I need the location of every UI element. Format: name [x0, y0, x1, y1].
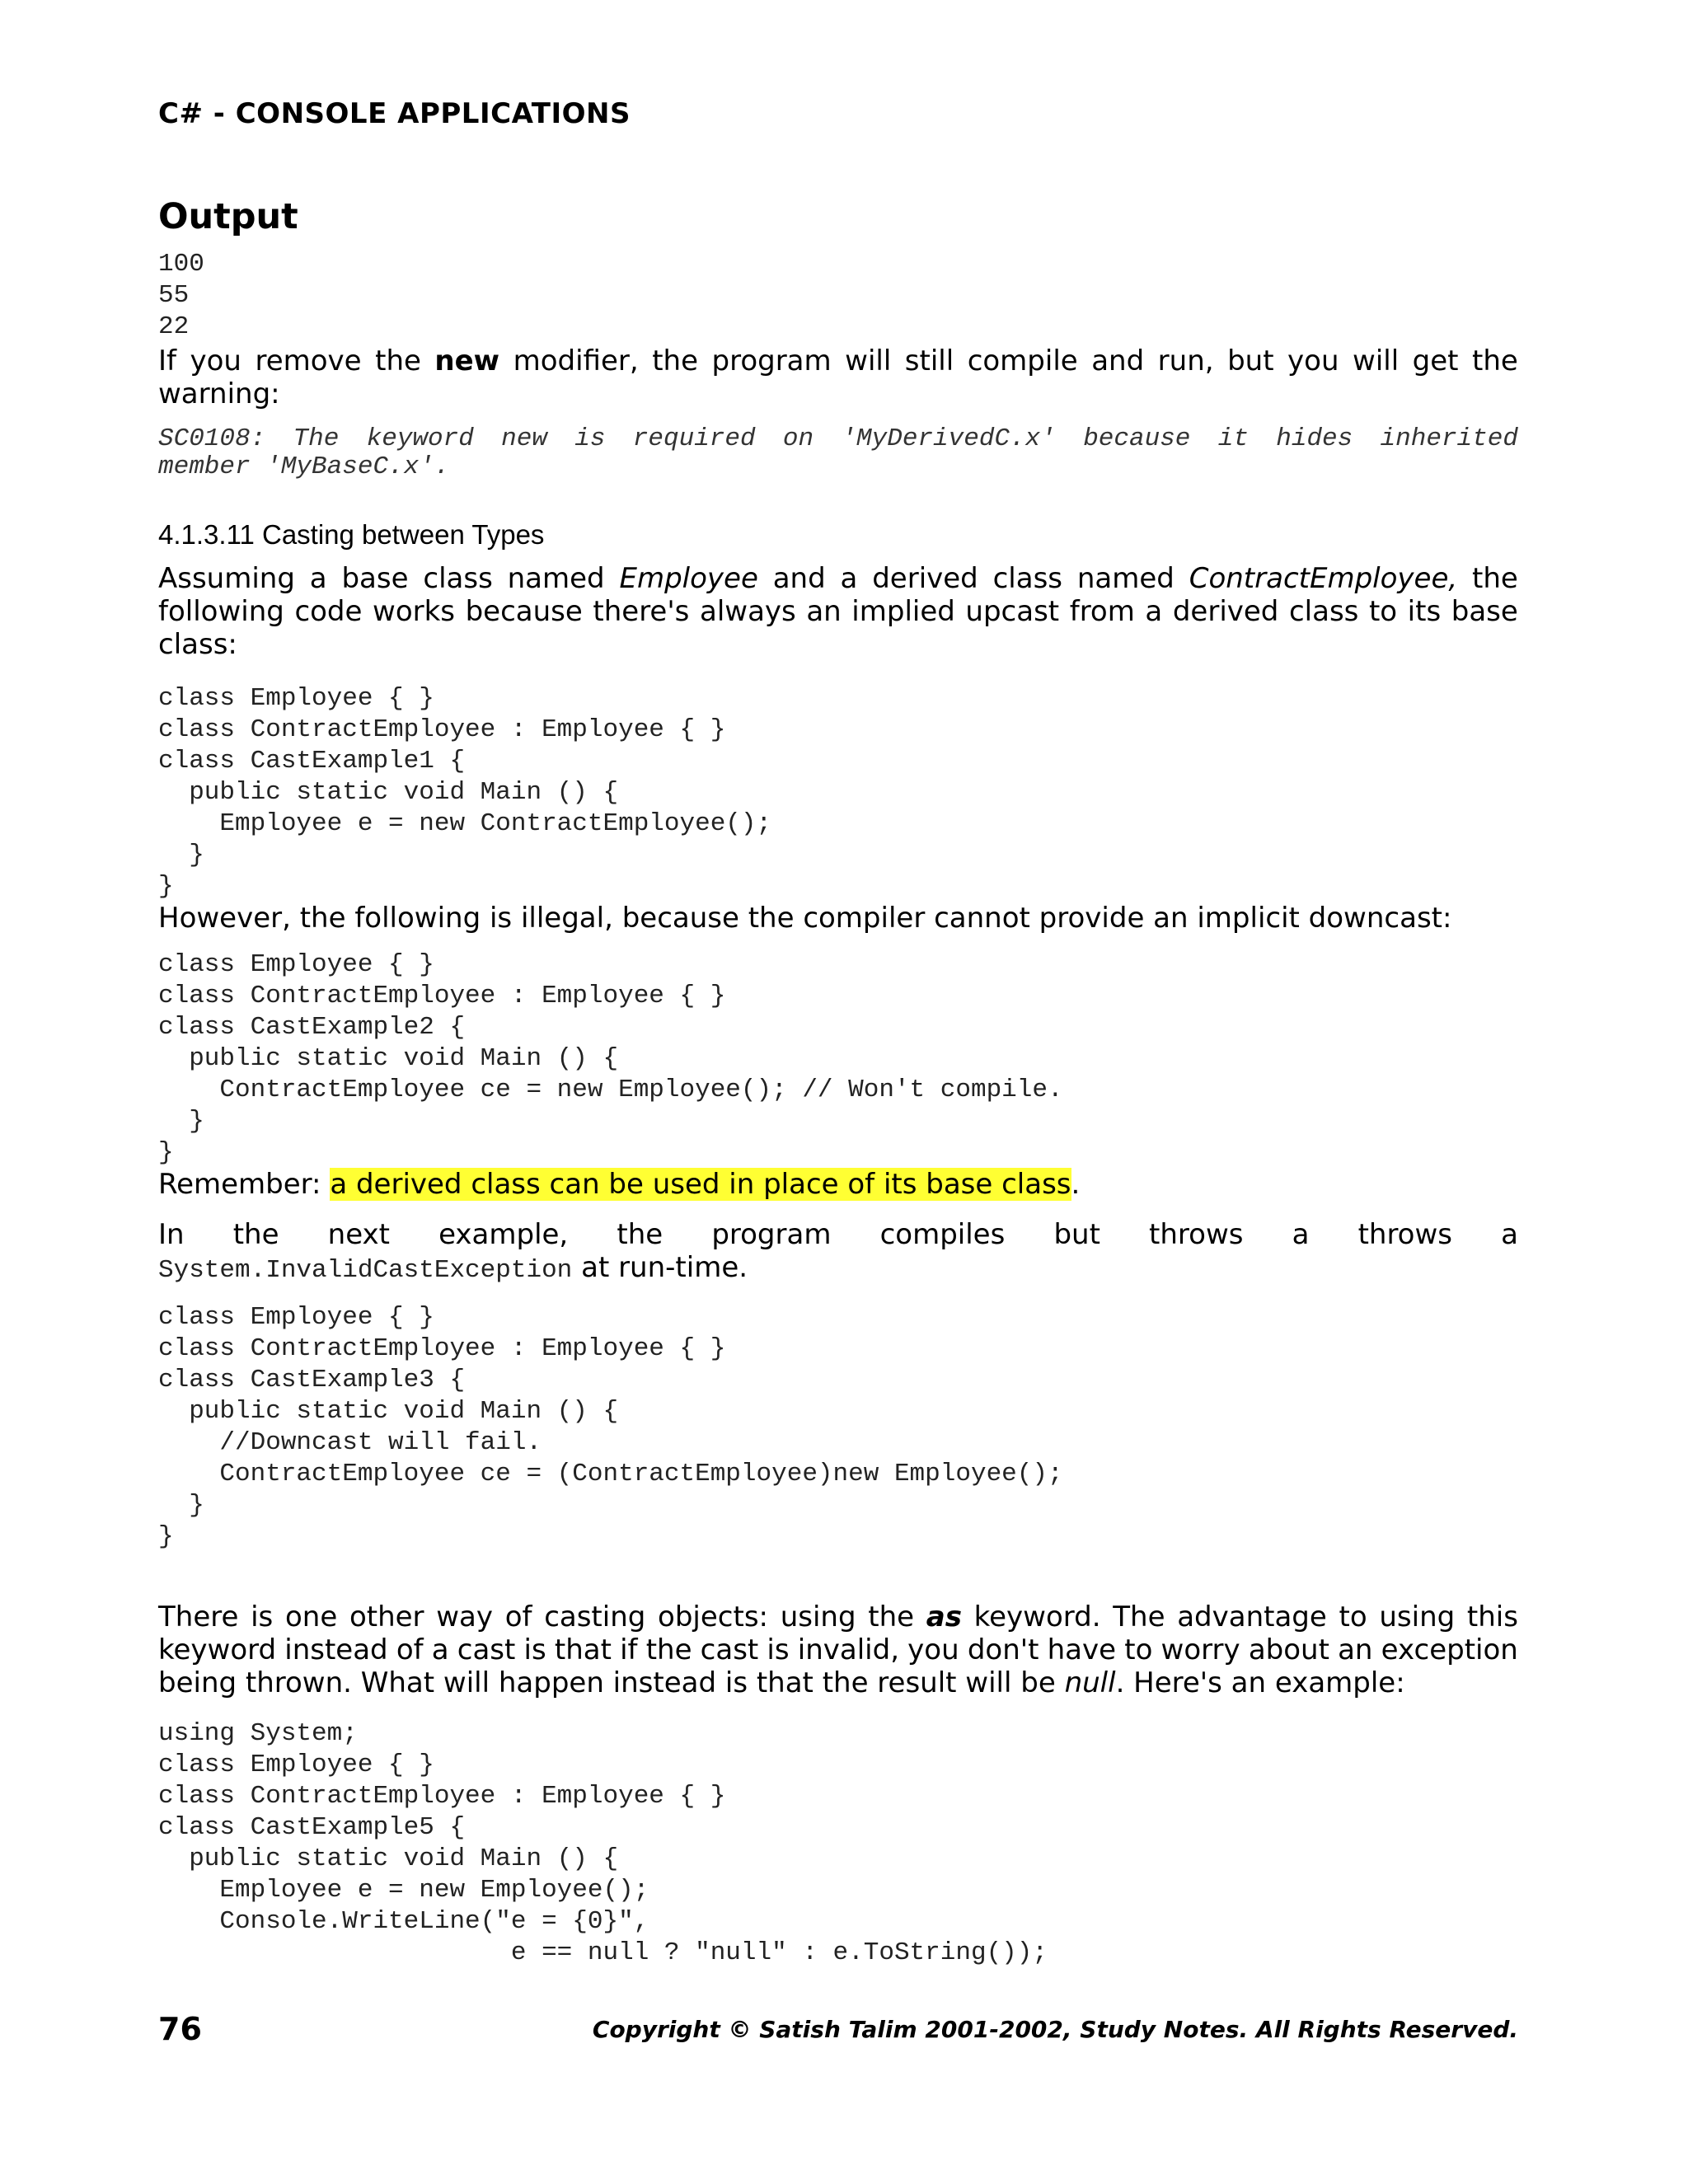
warning-line: SC0108: The keyword new is required on 'MyDerivedC.x' because it hides inherited	[158, 424, 1518, 453]
keyword-new: new	[434, 344, 500, 377]
paragraph-line: However, the following is illegal, because the compiler cannot provide an implicit downcast:	[158, 902, 1452, 935]
code-block-cast-example3	[158, 1302, 1518, 1553]
code-line: class Employee { }	[158, 1750, 434, 1779]
code-line: class ContractEmployee : Employee { }	[158, 1334, 726, 1363]
code-line: }	[158, 1491, 204, 1520]
paragraph-line: keyword instead of a cast is that if the cast is invalid, you don't have to worry about an exception	[158, 1633, 1518, 1666]
compiler-warning	[158, 425, 1518, 481]
code-line: class Employee { }	[158, 950, 434, 979]
paragraph-line: If you remove the new modifier, the program will still compile and run, but you will get the	[158, 344, 1518, 377]
keyword-as: as	[926, 1601, 962, 1633]
code-line: class Employee { }	[158, 684, 434, 713]
highlighted-text: a derived class can be used in place of its base class	[330, 1168, 1071, 1201]
paragraph-next-example	[158, 1218, 1518, 1284]
paragraph-however	[158, 902, 1518, 935]
code-line: ContractEmployee ce = (ContractEmployee)new Employee();	[158, 1460, 1063, 1488]
paragraph-line: class:	[158, 628, 237, 661]
term-employee: Employee	[619, 562, 758, 595]
page-header: C# - CONSOLE APPLICATIONS	[158, 97, 631, 130]
paragraph-as-keyword	[158, 1601, 1518, 1699]
code-line: Employee e = new ContractEmployee();	[158, 809, 772, 838]
code-line: }	[158, 1522, 174, 1551]
output-line: 55	[158, 281, 190, 310]
code-line: }	[158, 841, 204, 869]
output-values	[158, 249, 1518, 343]
code-line: //Downcast will fail.	[158, 1428, 542, 1457]
inline-code-exception: System.InvalidCastException	[158, 1256, 573, 1285]
remember-note	[158, 1168, 1518, 1201]
code-block-cast-example2	[158, 949, 1518, 1169]
paragraph-assuming	[158, 562, 1518, 661]
paragraph-line: Assuming a base class named Employee and a derived class named ContractEmployee, the	[158, 562, 1518, 595]
paragraph-line: being thrown. What will happen instead is that the result will be null. Here's an example:	[158, 1666, 1405, 1699]
output-line: 22	[158, 312, 190, 341]
code-line: public static void Main () {	[158, 1044, 619, 1073]
paragraph-new-modifier	[158, 344, 1518, 410]
page-number: 76	[158, 2011, 202, 2047]
code-line: class CastExample2 {	[158, 1013, 466, 1042]
code-line: public static void Main () {	[158, 778, 619, 807]
code-line: class CastExample1 {	[158, 747, 466, 776]
copyright-notice: Copyright © Satish Talim 2001-2002, Study Notes. All Rights Reserved.	[592, 2016, 1518, 2043]
code-line: }	[158, 1107, 204, 1136]
code-line: }	[158, 872, 174, 901]
code-line: class Employee { }	[158, 1303, 434, 1332]
paragraph-line: warning:	[158, 377, 280, 410]
code-line: class CastExample3 {	[158, 1366, 466, 1394]
code-block-cast-example5	[158, 1718, 1518, 1969]
code-line: class ContractEmployee : Employee { }	[158, 982, 726, 1010]
output-heading: Output	[158, 196, 298, 237]
code-line: public static void Main () {	[158, 1397, 619, 1426]
code-line: Console.WriteLine("e = {0}",	[158, 1907, 649, 1936]
section-title: 4.1.3.11 Casting between Types	[158, 519, 545, 550]
term-contract-employee: ContractEmployee,	[1189, 562, 1458, 595]
paragraph-line: Remember: a derived class can be used in place of its base class.	[158, 1168, 1081, 1201]
code-line: class CastExample5 {	[158, 1813, 466, 1842]
paragraph-line: following code works because there's always an implied upcast from a derived class to its base	[158, 595, 1518, 628]
paragraph-line: There is one other way of casting objects: using the as keyword. The advantage to using this	[158, 1601, 1518, 1633]
paragraph-line: In the next example, the program compiles but throws a throws a	[158, 1218, 1518, 1251]
code-line: public static void Main () {	[158, 1844, 619, 1873]
code-line: class ContractEmployee : Employee { }	[158, 1782, 726, 1811]
code-line: ContractEmployee ce = new Employee(); // Won't compile.	[158, 1076, 1063, 1104]
code-line: }	[158, 1138, 174, 1167]
output-line: 100	[158, 250, 204, 279]
warning-line: member 'MyBaseC.x'.	[158, 452, 450, 481]
code-line: Employee e = new Employee();	[158, 1876, 649, 1905]
code-line: e == null ? "null" : e.ToString());	[158, 1938, 1048, 1967]
code-block-cast-example1	[158, 683, 1518, 902]
code-line: using System;	[158, 1719, 358, 1748]
paragraph-line: System.InvalidCastException at run-time.	[158, 1251, 748, 1285]
term-null: null	[1064, 1666, 1116, 1699]
code-line: class ContractEmployee : Employee { }	[158, 715, 726, 744]
